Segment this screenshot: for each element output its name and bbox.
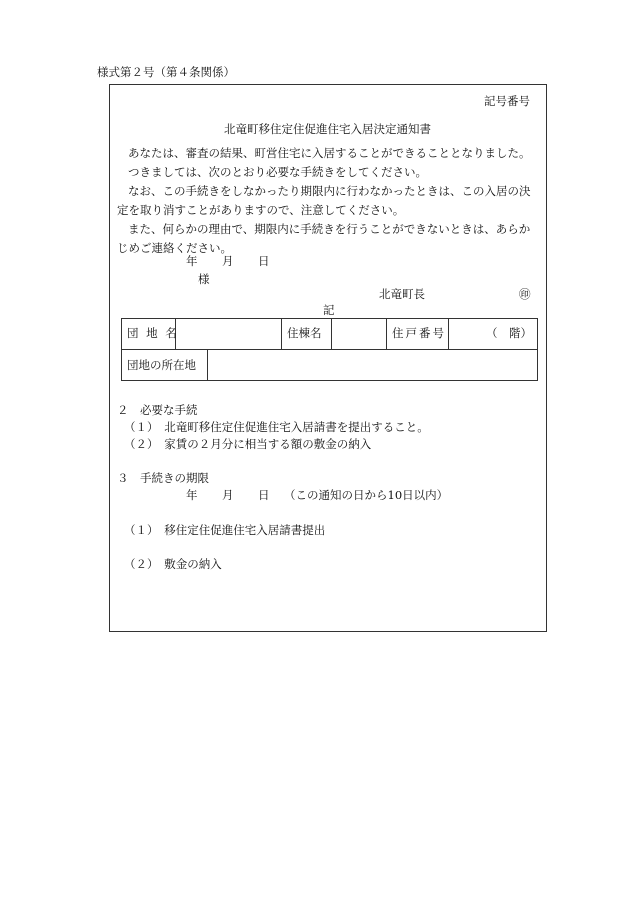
document-title: 北竜町移住定住促進住宅入居決定通知書 (224, 122, 431, 136)
table-row (122, 319, 538, 350)
floor-value: （ 階） (449, 319, 538, 350)
body-line-1: あなたは、審査の結果、町営住宅に入居することができることとなりました。 (128, 146, 531, 160)
seal-mark: ㊞ (519, 287, 531, 301)
deadline-year: 年 (186, 488, 198, 502)
record-number-label: 記号番号 (484, 94, 530, 108)
section2-heading: ２ 必要な手続 (117, 403, 198, 417)
deadline-note: （この通知の日から10日以内） (284, 488, 449, 502)
jutou-name-label: 住棟名 (282, 319, 332, 350)
danchi-location-cell (122, 350, 538, 381)
deadline-month: 月 (222, 488, 234, 502)
date-month: 月 (222, 254, 234, 268)
ki-label: 記 (323, 303, 335, 317)
juko-number-label: 住戸番号 (387, 319, 449, 350)
section2-item-2: （２） 家賃の２月分に相当する額の敷金の納入 (124, 437, 372, 451)
danchi-location-divider (207, 350, 208, 380)
body-line-3: なお、この手続きをしなかったり期限内に行わなかったときは、この入居の決 (128, 184, 531, 198)
housing-info-table (121, 318, 538, 381)
table-row (122, 350, 538, 381)
body-line-5: また、何らかの理由で、期限内に手続きを行うことができないときは、あらか (128, 222, 531, 236)
section3-heading: ３ 手続きの期限 (117, 471, 209, 485)
body-line-6: じめご連絡ください。 (117, 241, 232, 255)
danchi-name-value (176, 319, 282, 350)
body-line-2: つきましては、次のとおり必要な手続きをしてください。 (128, 165, 427, 179)
form-label: 様式第２号（第４条関係） (97, 65, 235, 79)
section2-item-1: （１） 北竜町移住定住促進住宅入居請書を提出すること。 (124, 420, 429, 434)
addressee-suffix: 様 (198, 272, 210, 286)
date-day: 日 (258, 254, 270, 268)
section3-item-2: （２） 敷金の納入 (124, 557, 222, 571)
deadline-day: 日 (258, 488, 270, 502)
issuer-name: 北竜町長 (379, 287, 425, 301)
section3-item-1: （１） 移住定住促進住宅入居請書提出 (124, 523, 326, 537)
date-year: 年 (186, 254, 198, 268)
jutou-name-value (332, 319, 387, 350)
danchi-name-label: 団 地 名 (122, 319, 176, 350)
body-line-4: 定を取り消すことがありますので、注意してください。 (117, 203, 405, 217)
danchi-location-label: 団地の所在地 (127, 358, 196, 372)
